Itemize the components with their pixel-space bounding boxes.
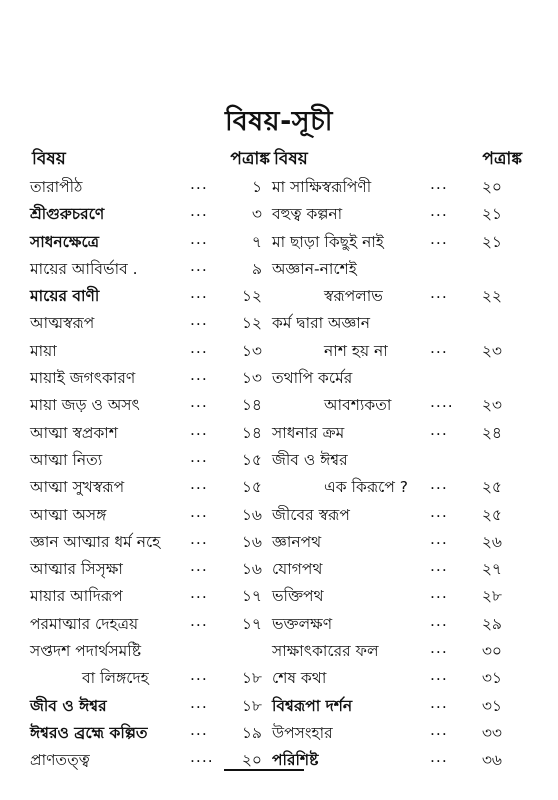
toc-entry: [272, 691, 522, 718]
toc-entry-subject: আত্মার সিসৃক্ষা: [30, 560, 123, 579]
toc-right-column: [272, 144, 522, 773]
toc-entry-leader-dots: ....: [430, 393, 454, 412]
toc-entry-page-number: ৩৬: [481, 751, 502, 770]
toc-entry-page-number: ১৪: [241, 423, 262, 442]
toc-entry-leader-dots: ...: [430, 693, 448, 712]
toc-entry-page-number: ১৮: [241, 696, 262, 715]
toc-entry-page-number: ৭: [251, 232, 262, 251]
toc-entry: [30, 472, 270, 499]
toc-header: [272, 144, 522, 172]
toc-entry-page-number: ১৫: [241, 450, 262, 469]
toc-entry-page-number: ১৭: [241, 587, 262, 606]
toc-entry: [30, 418, 270, 445]
toc-entry-subject: বহুত্ব কল্পনা: [272, 205, 343, 224]
toc-entry-page-number: ২৪: [481, 423, 502, 442]
toc-entry: [272, 527, 522, 554]
toc-entry: [30, 172, 270, 199]
toc-entry: [272, 418, 522, 445]
toc-entry-page-number: ১৫: [241, 478, 262, 497]
toc-entry: [272, 445, 522, 472]
toc-entry-leader-dots: ...: [190, 393, 208, 412]
toc-entry: [272, 500, 522, 527]
toc-entry: [30, 581, 270, 608]
toc-entry-subject: সপ্তদশ পদার্থসমষ্টি: [30, 642, 141, 661]
toc-header: [30, 144, 270, 172]
toc-entry-leader-dots: ...: [190, 338, 208, 357]
toc-entry-leader-dots: ...: [190, 284, 208, 303]
toc-entry-subject: তারাপীঠ: [30, 178, 83, 196]
toc-entry-leader-dots: ...: [190, 447, 208, 466]
toc-entry-page-number: ১৪: [241, 396, 262, 415]
toc-left-rows: [30, 172, 270, 773]
toc-entry: [272, 718, 522, 745]
toc-entry-leader-dots: ...: [190, 584, 208, 603]
toc-entry-leader-dots: ...: [430, 338, 448, 357]
toc-entry-leader-dots: ...: [430, 611, 448, 630]
toc-entry-page-number: ২০: [481, 178, 502, 196]
toc-entry-page-number: ২৯: [481, 614, 502, 633]
toc-entry-leader-dots: ...: [430, 284, 448, 303]
toc-entry-subject: শেষ কথা: [272, 669, 327, 688]
toc-entry-page-number: ১৬: [241, 505, 262, 524]
toc-entry-subject: স্বরূপলাভ: [324, 287, 383, 306]
toc-entry-subject: জীব ও ঈশ্বর: [30, 696, 107, 715]
toc-entry-subject: উপসংহার: [272, 723, 333, 742]
toc-entry: [30, 636, 270, 663]
toc-entry: [272, 308, 522, 335]
toc-entry-page-number: ১: [251, 178, 262, 196]
toc-entry-subject: পরিশিষ্ট: [272, 751, 319, 770]
toc-entry: [272, 336, 522, 363]
toc-entry: [30, 336, 270, 363]
toc-entry-subject: বিশ্বরূপা দর্শন: [272, 696, 353, 715]
toc-entry: [30, 445, 270, 472]
toc-entry: [272, 609, 522, 636]
toc-entry-leader-dots: ...: [190, 502, 208, 521]
toc-entry-leader-dots: ...: [430, 666, 448, 685]
toc-entry-page-number: ৩১: [481, 696, 502, 715]
toc-entry-subject: সাধনার ক্রম: [272, 423, 345, 442]
toc-entry: [272, 663, 522, 690]
toc-entry-subject: ভক্তিপথ: [272, 587, 324, 606]
toc-entry-subject: জ্ঞান আত্মার ধর্ম নহে: [30, 532, 161, 551]
toc-entry-leader-dots: ...: [190, 666, 208, 685]
toc-entry-leader-dots: ...: [430, 529, 448, 548]
toc-entry-leader-dots: ...: [430, 502, 448, 521]
toc-entry-leader-dots: ...: [430, 475, 448, 494]
subject-column-header: বিষয়: [274, 149, 308, 169]
toc-entry-page-number: ৩৩: [481, 723, 502, 742]
toc-entry-subject: মায়া: [30, 341, 57, 360]
toc-entry: [30, 554, 270, 581]
toc-entry-subject: মায়ার আদিরূপ: [30, 587, 123, 606]
toc-entry-subject: সাধনক্ষেত্রে: [30, 232, 100, 251]
toc-entry-leader-dots: ...: [430, 420, 448, 439]
toc-entry-subject: নাশ হয় না: [324, 341, 388, 360]
toc-entry: [30, 663, 270, 690]
toc-entry-page-number: ১৬: [241, 532, 262, 551]
toc-entry-page-number: ২১: [481, 232, 502, 251]
toc-entry-leader-dots: ...: [430, 557, 448, 576]
toc-entry-subject: পরমাত্মার দেহত্রয়: [30, 614, 139, 633]
toc-entry-page-number: ১৮: [241, 669, 262, 688]
toc-entry-leader-dots: ...: [190, 420, 208, 439]
toc-entry-subject: সাক্ষাৎকারের ফল: [272, 642, 379, 661]
toc-entry-leader-dots: ...: [430, 639, 448, 658]
toc-entry-leader-dots: ...: [190, 366, 208, 385]
toc-entry: [30, 691, 270, 718]
toc-entry: [272, 554, 522, 581]
toc-entry-subject: আবশ্যকতা: [324, 396, 392, 415]
toc-entry-leader-dots: ...: [190, 256, 208, 275]
toc-entry: [30, 609, 270, 636]
toc-right-rows: [272, 172, 522, 773]
page-column-header: পত্রাঙ্ক: [482, 149, 522, 169]
toc-entry-subject: মা সাক্ষিস্বরূপিণী: [272, 178, 372, 196]
toc-entry-subject: শ্রীগুরুচরণে: [30, 205, 105, 224]
toc-entry-subject: এক কিরূপে ?: [324, 478, 409, 497]
toc-entry-leader-dots: ...: [190, 611, 208, 630]
page-title: বিষয়-সূচী: [225, 106, 333, 137]
toc-entry: [272, 636, 522, 663]
toc-entry: [272, 254, 522, 281]
toc-entry: [30, 718, 270, 745]
toc-entry-page-number: ২৭: [481, 560, 502, 579]
toc-entry: [30, 254, 270, 281]
toc-entry-subject: আত্মা স্বপ্রকাশ: [30, 423, 118, 442]
toc-entry: [272, 363, 522, 390]
toc-entry-subject: মায়াই জগৎকারণ: [30, 369, 136, 388]
toc-entry: [30, 363, 270, 390]
toc-entry-leader-dots: ...: [190, 720, 208, 739]
toc-entry-leader-dots: ...: [430, 229, 448, 248]
toc-entry: [30, 500, 270, 527]
toc-entry: [272, 745, 522, 772]
toc-entry: [30, 199, 270, 226]
toc-entry: [272, 281, 522, 308]
toc-entry-subject: বা লিঙ্গদেহ: [82, 669, 149, 688]
toc-entry-subject: আত্মা সুখস্বরূপ: [30, 478, 125, 497]
toc-entry-subject: আত্মা নিত্য: [30, 450, 103, 469]
toc-entry-leader-dots: ...: [190, 175, 208, 193]
toc-entry-page-number: ২১: [481, 205, 502, 224]
toc-entry-page-number: ২২: [481, 287, 502, 306]
toc-entry-subject: আত্মা অসঙ্গ: [30, 505, 107, 524]
page-column-header: পত্রাঙ্ক: [230, 149, 270, 169]
toc-entry-subject: মা ছাড়া কিছুই নাই: [272, 232, 384, 251]
toc-entry-subject: জীব ও ঈশ্বর: [272, 450, 348, 469]
toc-entry: [30, 227, 270, 254]
footer-divider: [224, 769, 304, 771]
toc-entry: [272, 227, 522, 254]
toc-entry-page-number: ১২: [241, 314, 262, 333]
toc-entry-page-number: ১৯: [241, 723, 262, 742]
toc-entry-leader-dots: ...: [190, 229, 208, 248]
toc-entry-page-number: ১৭: [241, 614, 262, 633]
toc-entry-page-number: ২৮: [481, 587, 502, 606]
toc-entry: [272, 172, 522, 199]
toc-entry-subject: জ্ঞানপথ: [272, 532, 322, 551]
toc-entry-page-number: ২৩: [481, 396, 502, 415]
toc-entry: [30, 281, 270, 308]
toc-entry-page-number: ১৩: [241, 369, 262, 388]
toc-entry-page-number: ৩১: [481, 669, 502, 688]
toc-entry-page-number: ২৬: [481, 532, 502, 551]
toc-entry-subject: ভক্তলক্ষণ: [272, 614, 333, 633]
toc-entry-page-number: ৩: [251, 205, 262, 224]
toc-entry-leader-dots: ...: [430, 720, 448, 739]
toc-entry: [30, 390, 270, 417]
toc-entry-subject: মায়ের আবির্ভাব .: [30, 259, 138, 278]
toc-entry-subject: অজ্ঞান-নাশেই: [272, 259, 357, 278]
toc-entry-leader-dots: ...: [430, 748, 448, 767]
toc-entry-leader-dots: ...: [190, 311, 208, 330]
toc-entry: [272, 472, 522, 499]
toc-entry-leader-dots: ...: [430, 175, 448, 193]
toc-entry-leader-dots: ...: [190, 557, 208, 576]
toc-entry-page-number: ৩০: [481, 642, 502, 661]
toc-entry-page-number: ১৩: [241, 341, 262, 360]
toc-entry-page-number: ২০: [241, 751, 262, 770]
toc-entry-page-number: ৯: [251, 259, 262, 278]
toc-entry-subject: যোগপথ: [272, 560, 323, 579]
toc-entry-subject: তথাপি কর্মের: [272, 369, 353, 388]
toc-entry-subject: ঈশ্বরও ব্রহ্মে কল্পিত: [30, 723, 148, 742]
toc-entry-subject: জীবের স্বরূপ: [272, 505, 350, 524]
toc-entry-subject: কর্ম দ্বারা অজ্ঞান: [272, 314, 371, 333]
toc-entry-subject: মায়া জড় ও অসৎ: [30, 396, 140, 415]
toc-entry-subject: প্রাণতত্ত্ব: [30, 751, 90, 770]
toc-entry: [272, 581, 522, 608]
toc-left-column: [30, 144, 270, 773]
toc-entry: [272, 199, 522, 226]
toc-entry-leader-dots: ....: [190, 748, 214, 767]
toc-entry-leader-dots: ...: [190, 693, 208, 712]
toc-entry-page-number: ২৩: [481, 341, 502, 360]
toc-entry-leader-dots: ...: [190, 529, 208, 548]
toc-entry-page-number: ২৫: [481, 478, 502, 497]
toc-entry-page-number: ১২: [241, 287, 262, 306]
toc-entry-subject: আত্মস্বরূপ: [30, 314, 95, 333]
toc-entry: [30, 527, 270, 554]
toc-entry-leader-dots: ...: [430, 584, 448, 603]
toc-entry-page-number: ২৫: [481, 505, 502, 524]
toc-entry-leader-dots: ...: [190, 202, 208, 221]
toc-entry: [272, 390, 522, 417]
toc-entry-page-number: ১৬: [241, 560, 262, 579]
toc-entry-leader-dots: ...: [190, 475, 208, 494]
toc-entry-leader-dots: ...: [430, 202, 448, 221]
toc-entry: [30, 308, 270, 335]
subject-column-header: বিষয়: [32, 149, 66, 169]
toc-entry-subject: মায়ের বাণী: [30, 287, 100, 306]
